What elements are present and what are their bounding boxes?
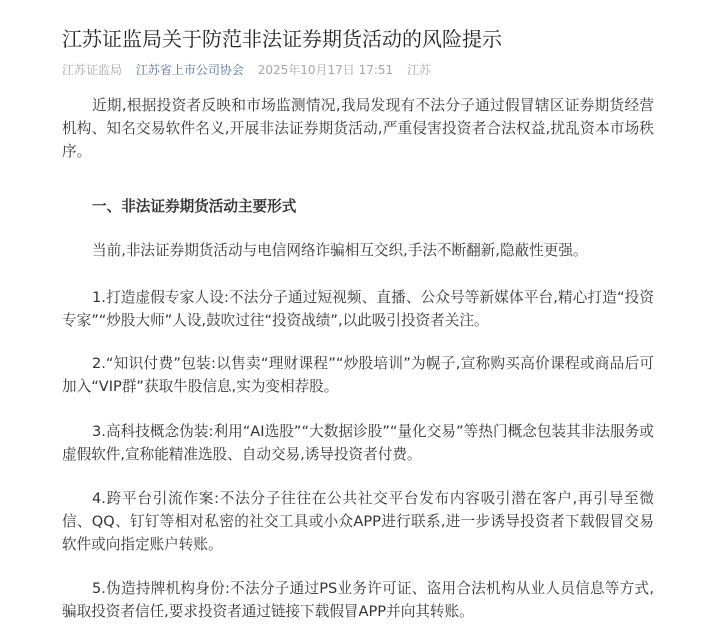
section-lead-paragraph: 当前,非法证券期货活动与电信网络诈骗相互交织,手法不断翻新,隐蔽性更强。 [92,242,588,259]
list-item: 4.跨平台引流作案:不法分子往往在公共社交平台发布内容吸引潜在客户,再引导至微信、QQ、钉钉等相对私密的社交工具或小众APP进行联系,进一步诱导投资者下载假冒交易软件或向指定账户转账。 [62,490,654,553]
publish-datetime: 2025年10月17日 17:51 [257,63,394,77]
intro-paragraph: 近期,根据投资者反映和市场监测情况,我局发现有不法分子通过假冒辖区证券期货经营机构、知名交易软件名义,开展非法证券期货活动,严重侵害投资者合法权益,扰乱资本市场秩序。 [62,97,654,160]
publish-region: 江苏 [407,63,432,77]
article-meta [62,62,441,78]
list-item: 2.“知识付费”包装:以售卖“理财课程”“炒股培训”为幌子,宣称购买高价课程或商品后可加入“VIP群”获取牛股信息,实为变相荐股。 [62,355,654,395]
article-source: 江苏证监局 [62,63,123,77]
section-heading: 一、非法证券期货活动主要形式 [92,198,297,215]
article-title: 江苏证监局关于防范非法证券期货活动的风险提示 [62,27,502,51]
account-name-link[interactable]: 江苏省上市公司协会 [135,63,244,77]
list-item: 5.伪造持牌机构身份:不法分子通过PS业务许可证、盗用合法机构从业人员信息等方式,骗取投资者信任,要求投资者通过链接下载假冒APP并向其转账。 [62,580,654,620]
list-item: 3.高科技概念伪装:利用“AI选股”“大数据诊股”“量化交易”等热门概念包装其非法服务或虚假软件,宣称能精准选股、自动交易,诱导投资者付费。 [62,423,654,463]
list-item: 1.打造虚假专家人设:不法分子通过短视频、直播、公众号等新媒体平台,精心打造“投资专家”“炒股大师”人设,鼓吹过往“投资战绩”,以此吸引投资者关注。 [62,289,654,329]
